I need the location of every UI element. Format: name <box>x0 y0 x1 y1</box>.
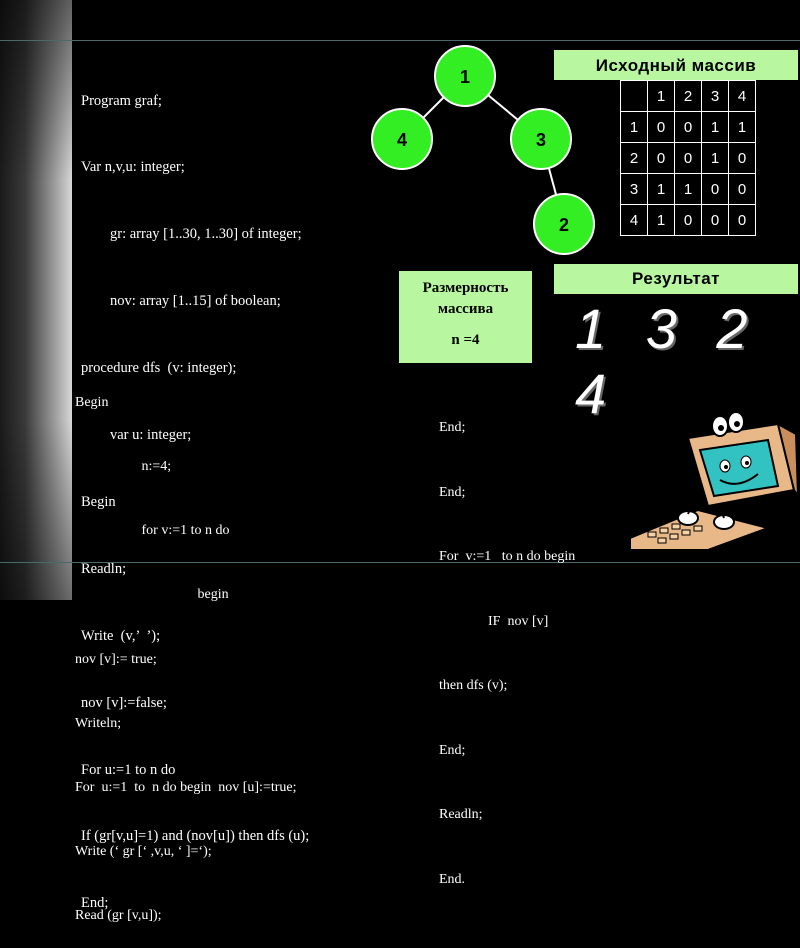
code-block-main <box>75 349 297 948</box>
matrix-cell: 2 <box>621 143 648 174</box>
node-label: 4 <box>396 130 408 150</box>
matrix-cell: 0 <box>729 174 756 205</box>
code-line: Writeln; <box>75 715 122 731</box>
code-line: nov: array [1..15] of boolean; <box>81 293 281 310</box>
left-decorative-gradient <box>0 0 72 600</box>
cartoon-computer-icon <box>628 410 798 550</box>
matrix-cell: 0 <box>675 112 702 143</box>
matrix-cell: 0 <box>648 143 675 174</box>
adjacency-matrix <box>620 80 756 236</box>
node-label: 3 <box>535 130 547 150</box>
node-label: 2 <box>558 215 570 235</box>
matrix-cell: 0 <box>675 205 702 236</box>
matrix-cell: 1 <box>648 81 675 112</box>
graph-node-2 <box>534 194 594 254</box>
matrix-cell: 4 <box>729 81 756 112</box>
matrix-cell: 1 <box>702 112 729 143</box>
code-line: End; <box>81 895 109 912</box>
source-array-title: Исходный массив <box>554 50 798 80</box>
matrix-cell: 1 <box>648 205 675 236</box>
matrix-row <box>621 174 756 205</box>
matrix-row <box>621 112 756 143</box>
size-box-value: n =4 <box>451 332 480 348</box>
graph-node-1 <box>435 46 495 106</box>
matrix-cell: 0 <box>729 205 756 236</box>
code-line: If (gr[v,u]=1) and (nov[u]) then dfs (u); <box>81 828 310 845</box>
code-line: n:=4; <box>75 459 172 475</box>
matrix-cell: 0 <box>729 143 756 174</box>
code-line: Begin <box>75 394 109 410</box>
matrix-row <box>621 205 756 236</box>
matrix-cell <box>621 81 648 112</box>
code-line: begin <box>75 587 229 603</box>
result-title: Результат <box>554 264 798 294</box>
code-line: For u:=1 to n do begin nov [u]:=true; <box>75 780 297 796</box>
code-line: then dfs (v); <box>439 678 508 693</box>
matrix-cell: 3 <box>621 174 648 205</box>
code-line: var u: integer; <box>81 427 192 444</box>
code-block-end <box>439 374 575 912</box>
size-box-line: массива <box>437 301 494 317</box>
matrix-cell: 0 <box>648 112 675 143</box>
result-value: 1 3 2 4 <box>575 297 760 425</box>
matrix-cell: 1 <box>729 112 756 143</box>
matrix-header-row <box>621 81 756 112</box>
code-line: End; <box>439 420 466 435</box>
matrix-cell: 2 <box>675 81 702 112</box>
matrix-cell: 1 <box>621 112 648 143</box>
code-line: Readln; <box>439 807 483 822</box>
code-line: gr: array [1..30, 1..30] of integer; <box>81 226 302 243</box>
code-line: For v:=1 to n do begin <box>439 549 576 564</box>
matrix-cell: 4 <box>621 205 648 236</box>
matrix-cell: 1 <box>702 143 729 174</box>
matrix-cell: 3 <box>702 81 729 112</box>
matrix-cell: 1 <box>648 174 675 205</box>
matrix-cell: 1 <box>675 174 702 205</box>
size-box-line: Размерность <box>422 280 509 296</box>
code-line: Write (v,’ ’); <box>81 627 161 644</box>
code-line: procedure dfs (v: integer); <box>81 360 237 377</box>
graph-node-3 <box>511 109 571 169</box>
code-line: nov [v]:=false; <box>81 694 167 711</box>
code-line: Read (gr [v,u]); <box>75 908 162 924</box>
code-line: Write (‘ gr [‘ ,v,u, ‘ ]=‘); <box>75 844 212 860</box>
code-line: Readln; <box>81 560 127 577</box>
code-line: IF nov [v] <box>439 613 549 629</box>
code-line: End; <box>439 484 466 500</box>
matrix-cell: 0 <box>702 205 729 236</box>
matrix-cell: 0 <box>675 143 702 174</box>
node-label: 1 <box>459 67 471 87</box>
matrix-row <box>621 143 756 174</box>
graph-node-4 <box>372 109 432 169</box>
code-line: End. <box>439 871 466 887</box>
code-line: for v:=1 to n do <box>75 523 230 539</box>
code-line: nov [v]:= true; <box>75 651 157 667</box>
code-line: Var n,v,u: integer; <box>81 159 185 176</box>
matrix-cell: 0 <box>702 174 729 205</box>
code-line: Program graf; <box>81 92 162 109</box>
code-line: For u:=1 to n do <box>81 761 176 778</box>
array-size-box <box>399 271 532 363</box>
code-line: End; <box>439 742 466 758</box>
code-line: Begin <box>81 493 116 510</box>
